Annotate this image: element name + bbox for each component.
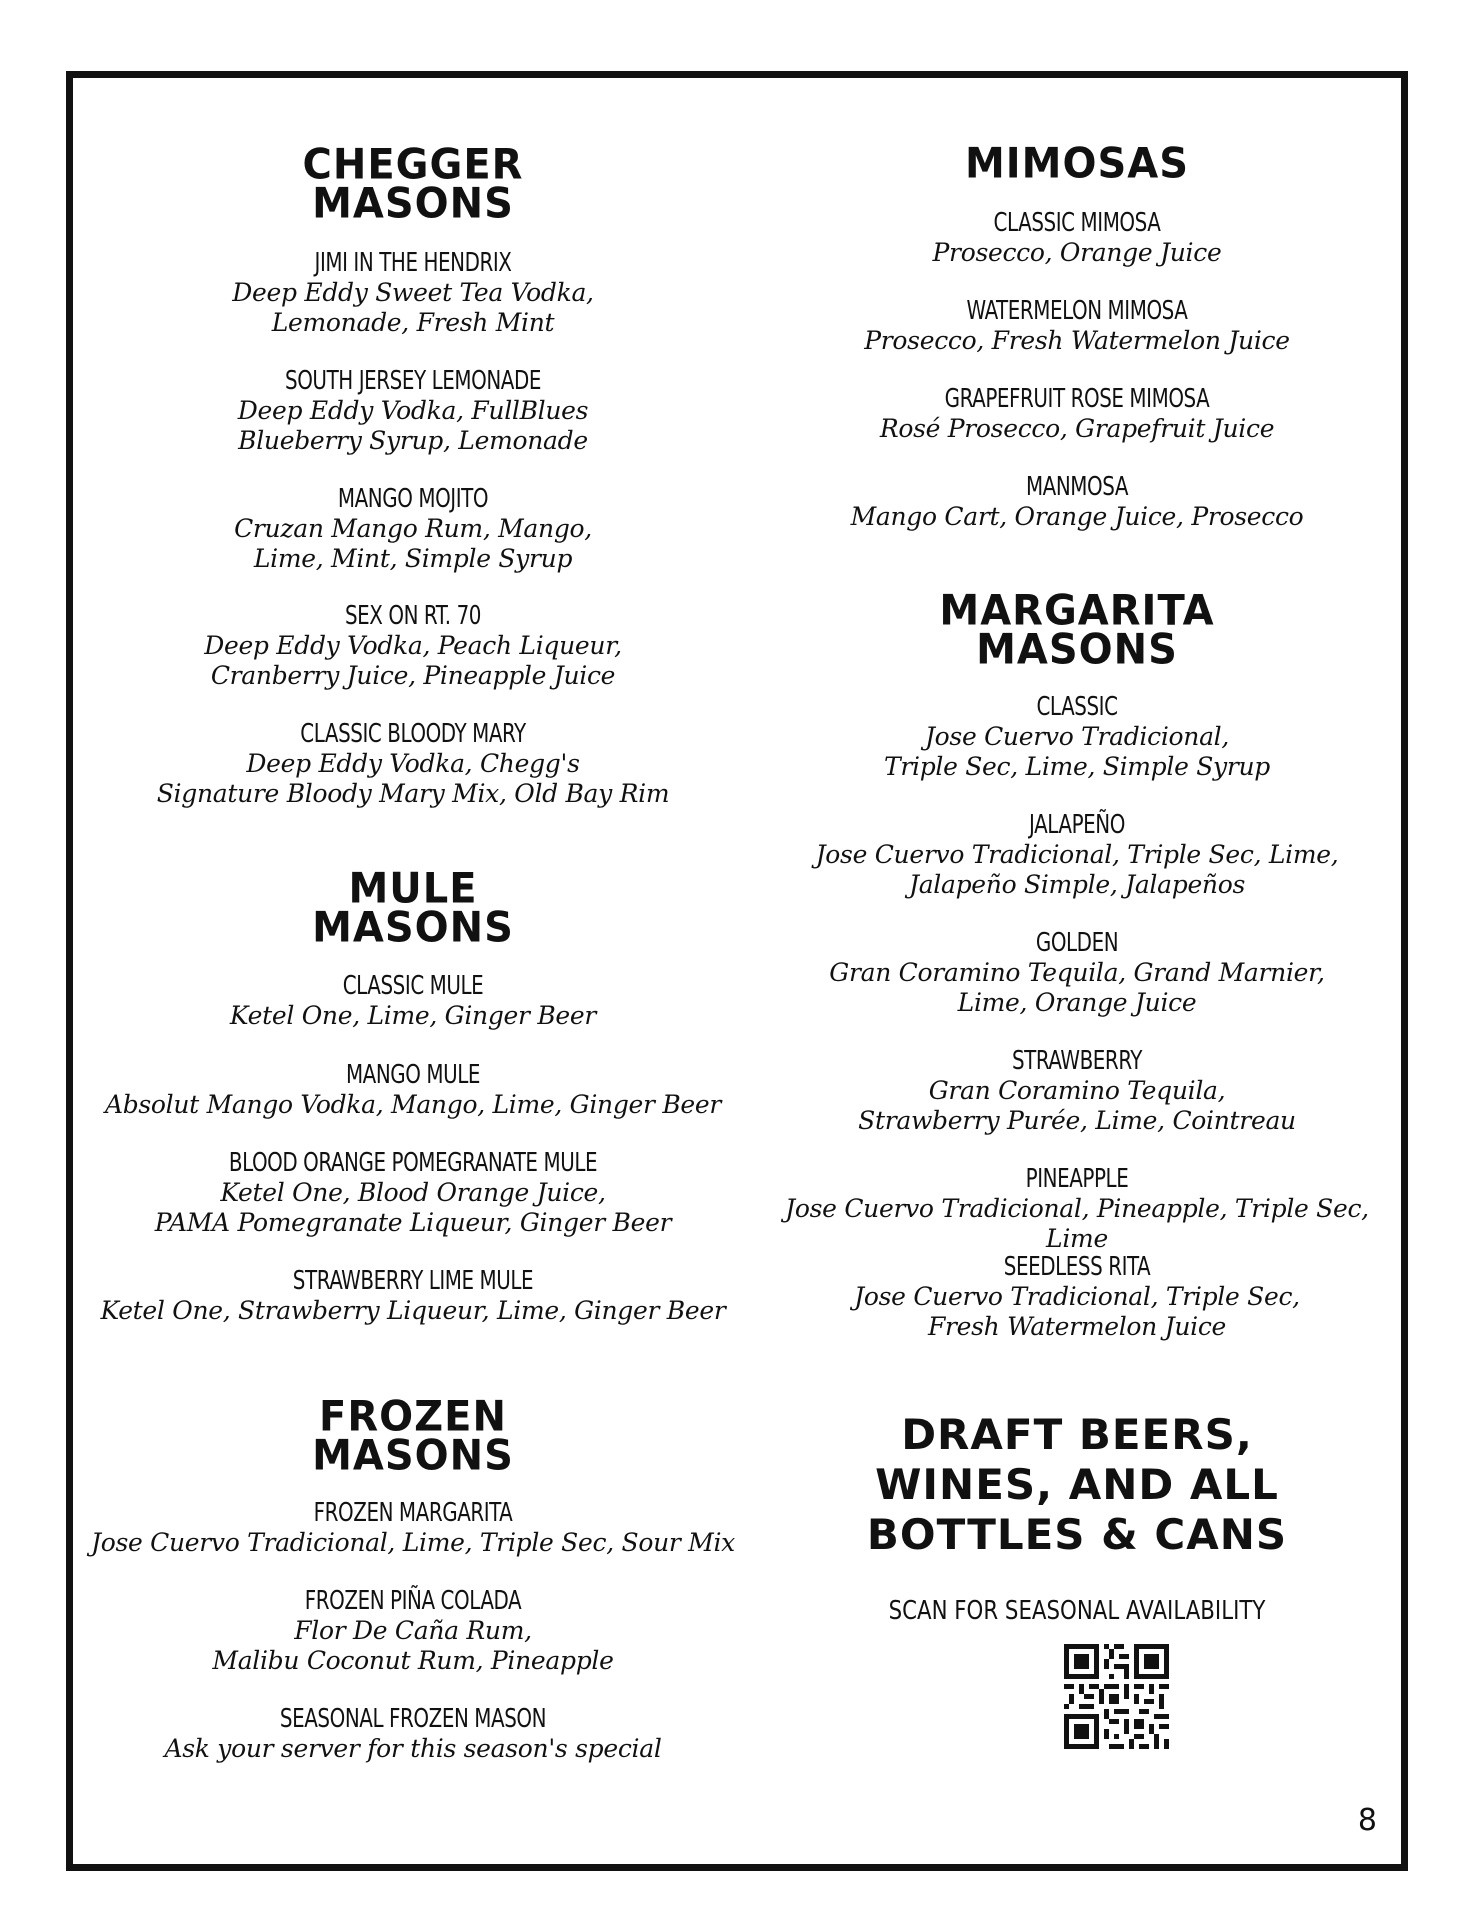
menu-item-name: MANMOSA: [1025, 472, 1129, 502]
menu-item-name: FROZEN MARGARITA: [313, 1498, 513, 1528]
menu-item: [753, 1164, 1401, 1254]
menu-item-description: Flor De Caña Rum, Malibu Coconut Rum, Pineapple: [212, 1616, 614, 1675]
menu-item-description: Ask your server for this season's special: [164, 1734, 662, 1763]
menu-item-description: Jose Cuervo Tradicional, Triple Sec, Fresh Watermelon Juice: [854, 1282, 1300, 1341]
section-title-line: MASONS: [312, 179, 514, 229]
menu-item-description: Absolut Mango Vodka, Mango, Lime, Ginger Beer: [104, 1090, 722, 1119]
menu-item: [73, 1704, 753, 1764]
menu-item-description: Rosé Prosecco, Grapefruit Juice: [879, 414, 1275, 443]
menu-item-name: PINEAPPLE: [1025, 1164, 1129, 1194]
menu-item-description: Gran Coramino Tequila, Strawberry Purée, Lime, Cointreau: [858, 1076, 1296, 1135]
menu-item-description: Jose Cuervo Tradicional, Triple Sec, Lime, Jalapeño Simple, Jalapeños: [815, 840, 1339, 899]
menu-item-description: Jose Cuervo Tradicional, Pineapple, Triple Sec, Lime: [785, 1194, 1369, 1253]
section-title-line: MARGARITA: [939, 586, 1215, 636]
menu-item: [73, 1266, 753, 1326]
menu-item: [73, 1586, 753, 1676]
menu-item: [753, 810, 1401, 900]
left-column: [73, 78, 753, 1864]
menu-item-name: SEX ON RT. 70: [344, 601, 482, 631]
menu-item-name: CLASSIC: [1036, 692, 1118, 722]
section-title-mule-masons: [73, 864, 753, 953]
menu-item: [753, 1046, 1401, 1136]
section-title-line: MASONS: [976, 625, 1178, 675]
menu-item-description: Deep Eddy Vodka, Peach Liqueur, Cranberry Juice, Pineapple Juice: [204, 631, 622, 690]
section-title-mimosas: [753, 139, 1401, 189]
menu-item-name: JALAPEÑO: [1029, 810, 1125, 840]
menu-item-name: SEEDLESS RITA: [1003, 1252, 1151, 1282]
draft-beers-heading: DRAFT BEERS, WINES, AND ALL BOTTLES & CANS: [866, 1410, 1288, 1559]
qr-code-icon[interactable]: [1064, 1644, 1169, 1749]
menu-item: [73, 1148, 753, 1238]
menu-item: [753, 692, 1401, 782]
menu-page-frame: [66, 71, 1408, 1871]
menu-item-name: GRAPEFRUIT ROSE MIMOSA: [944, 384, 1210, 414]
menu-item-name: SEASONAL FROZEN MASON: [279, 1704, 547, 1734]
menu-item-name: BLOOD ORANGE POMEGRANATE MULE: [228, 1148, 598, 1178]
menu-item-name: JIMI IN THE HENDRIX: [314, 248, 512, 278]
menu-item-description: Jose Cuervo Tradicional, Lime, Triple Sec, Sour Mix: [91, 1528, 735, 1557]
section-title-line: MASONS: [312, 1431, 514, 1481]
menu-item-name: FROZEN PIÑA COLADA: [304, 1586, 522, 1616]
menu-item-name: CLASSIC MIMOSA: [993, 208, 1161, 238]
menu-item-description: Gran Coramino Tequila, Grand Marnier, Lime, Orange Juice: [829, 958, 1325, 1017]
section-title-line: MULE: [348, 864, 478, 914]
menu-item: [753, 472, 1401, 532]
menu-item: [753, 208, 1401, 268]
menu-item: [73, 601, 753, 691]
menu-item-name: CLASSIC MULE: [342, 971, 484, 1001]
menu-item-description: Deep Eddy Vodka, Chegg's Signature Bloody Mary Mix, Old Bay Rim: [156, 749, 670, 808]
menu-item-description: Ketel One, Strawberry Liqueur, Lime, Ginger Beer: [100, 1296, 726, 1325]
menu-item-description: Prosecco, Orange Juice: [932, 238, 1222, 267]
section-title-frozen-masons: [73, 1392, 753, 1481]
menu-item-name: SOUTH JERSEY LEMONADE: [285, 366, 541, 396]
menu-item-description: Jose Cuervo Tradicional, Triple Sec, Lime, Simple Syrup: [883, 722, 1271, 781]
menu-item-name: MANGO MULE: [345, 1060, 481, 1090]
menu-item: [73, 719, 753, 809]
scan-availability-text: SCAN FOR SEASONAL AVAILABILITY: [888, 1596, 1266, 1626]
section-title-line: FROZEN: [319, 1392, 507, 1442]
menu-item: [753, 928, 1401, 1018]
menu-item: [73, 366, 753, 456]
menu-item-description: Ketel One, Lime, Ginger Beer: [229, 1001, 597, 1030]
section-title-margarita-masons: [753, 586, 1401, 675]
menu-item: [73, 1060, 753, 1120]
menu-item: [73, 971, 753, 1031]
menu-item-description: Cruzan Mango Rum, Mango, Lime, Mint, Simple Syrup: [234, 514, 592, 573]
menu-item-name: GOLDEN: [1035, 928, 1119, 958]
section-title-line: MIMOSAS: [964, 139, 1190, 189]
menu-item: [753, 384, 1401, 444]
page-number: 8: [1357, 1803, 1377, 1838]
menu-item-description: Prosecco, Fresh Watermelon Juice: [864, 326, 1290, 355]
menu-item-name: STRAWBERRY LIME MULE: [292, 1266, 534, 1296]
section-title-chegger-masons: [73, 140, 753, 229]
menu-item-name: CLASSIC BLOODY MARY: [300, 719, 526, 749]
menu-item: [73, 248, 753, 338]
menu-item: [73, 484, 753, 574]
menu-item-description: Deep Eddy Sweet Tea Vodka, Lemonade, Fresh Mint: [232, 278, 594, 337]
menu-item: [73, 1498, 753, 1558]
menu-item-description: Ketel One, Blood Orange Juice, PAMA Pomegranate Liqueur, Ginger Beer: [154, 1178, 672, 1237]
right-column: [753, 78, 1401, 1864]
section-title-line: MASONS: [312, 903, 514, 953]
menu-item-name: STRAWBERRY: [1011, 1046, 1143, 1076]
menu-item-name: MANGO MOJITO: [337, 484, 489, 514]
menu-item: [753, 296, 1401, 356]
section-title-line: CHEGGER: [302, 140, 524, 190]
menu-item-description: Deep Eddy Vodka, FullBlues Blueberry Syrup, Lemonade: [237, 396, 589, 455]
menu-item-name: WATERMELON MIMOSA: [966, 296, 1188, 326]
menu-item-description: Mango Cart, Orange Juice, Prosecco: [850, 502, 1304, 531]
menu-item: [753, 1252, 1401, 1342]
